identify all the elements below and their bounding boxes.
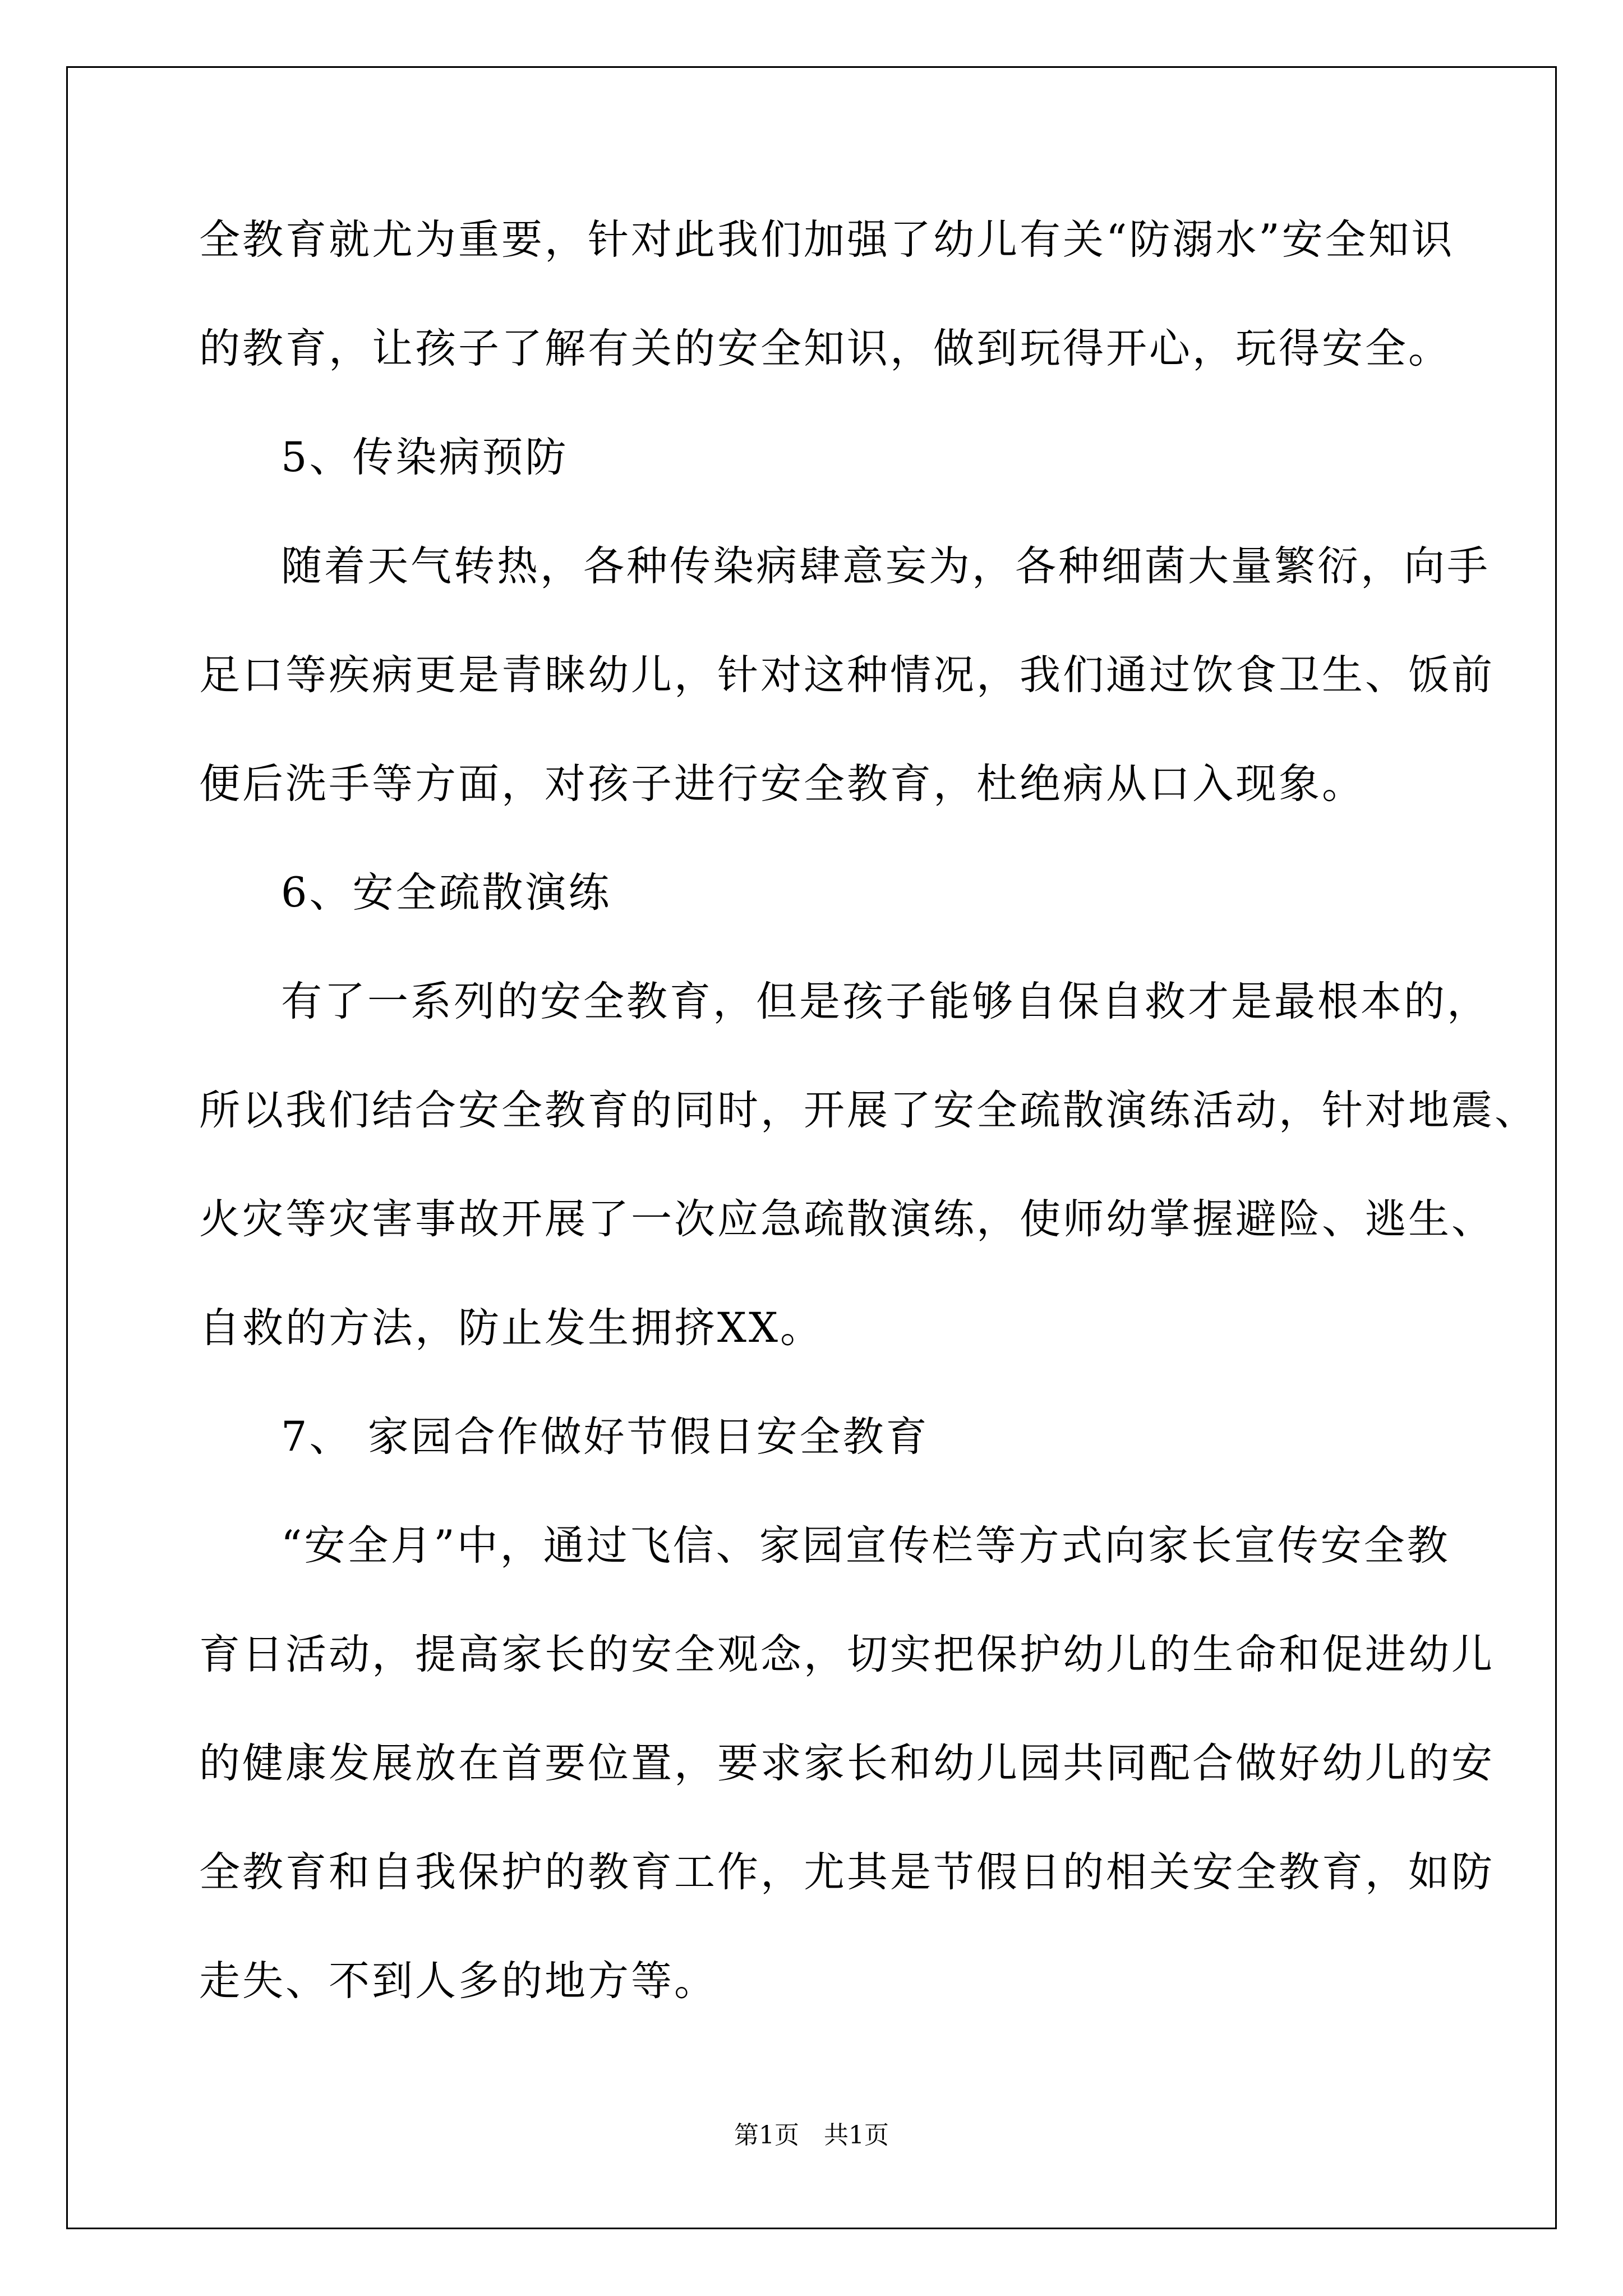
paragraph-line: 走失、不到人多的地方等。 [199, 1957, 717, 2005]
paragraph-line: 全教育就尤为重要，针对此我们加强了幼儿有关“防溺水”安全知识 [199, 216, 1455, 264]
section-heading: 5、传染病预防 [281, 434, 569, 481]
paragraph-line: 的教育，让孩子了解有关的安全知识，做到玩得开心，玩得安全。 [199, 325, 1451, 372]
paragraph-line: 的健康发展放在首要位置，要求家长和幼儿园共同配合做好幼儿的安 [199, 1740, 1495, 1787]
paragraph-line: 全教育和自我保护的教育工作，尤其是节假日的相关安全教育，如防 [199, 1848, 1495, 1896]
paragraph-line: 有了一系列的安全教育，但是孩子能够自保自救才是最根本的， [281, 978, 1490, 1025]
section-heading: 6、安全疏散演练 [281, 869, 612, 917]
paragraph-line: 便后洗手等方面，对孩子进行安全教育，杜绝病从口入现象。 [199, 760, 1365, 808]
paragraph-line: 所以我们结合安全教育的同时，开展了安全疏散演练活动，针对地震、 [199, 1087, 1538, 1134]
page-border [66, 66, 1557, 2229]
paragraph-line: 育日活动，提高家长的安全观念，切实把保护幼儿的生命和促进幼儿 [199, 1631, 1495, 1678]
paragraph-line: 足口等疾病更是青睐幼儿，针对这种情况，我们通过饮食卫生、饭前 [199, 651, 1495, 699]
paragraph-line: 自救的方法，防止发生拥挤XX。 [199, 1304, 823, 1352]
paragraph-line: “安全月”中，通过飞信、家园宣传栏等方式向家长宣传安全教 [281, 1522, 1450, 1570]
section-heading: 7、 家园合作做好节假日安全教育 [281, 1413, 929, 1461]
page-number-footer: 第1页 共1页 [734, 2121, 889, 2150]
paragraph-line: 火灾等灾害事故开展了一次应急疏散演练，使师幼掌握避险、逃生、 [199, 1195, 1495, 1243]
paragraph-line: 随着天气转热，各种传染病肆意妄为，各种细菌大量繁衍，向手 [281, 542, 1490, 590]
